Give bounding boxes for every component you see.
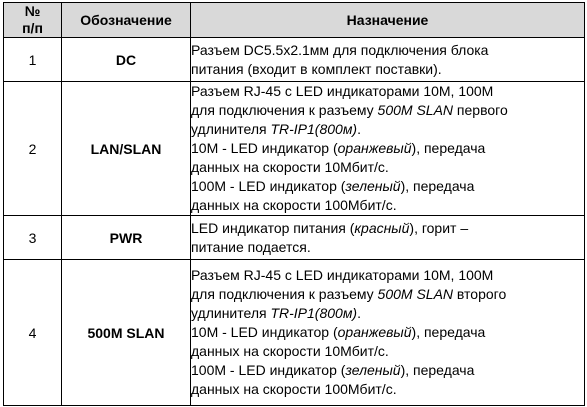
description-italic: зеленый [345, 178, 401, 194]
header-designation: Обозначение [62, 3, 191, 38]
description-italic: оранжевый [337, 324, 412, 340]
description-line: 100М - LED индикатор (зеленый), передача [191, 178, 475, 194]
description-line: для подключения к разъему 500M SLAN второго [191, 286, 507, 302]
description-line: Разъем RJ-45 с LED индикаторами 10M, 100M [191, 267, 494, 283]
description-line: питания (входит в комплект поставки). [191, 60, 442, 77]
description-italic: оранжевый [337, 140, 412, 156]
description-italic: TR-IP1(800м) [270, 305, 358, 321]
header-purpose: Назначение [191, 3, 585, 38]
description-italic: 500M SLAN [377, 286, 454, 302]
description-italic: красный [354, 219, 410, 236]
row-number: 4 [4, 260, 62, 406]
description-italic: TR-IP1(800м) [270, 121, 358, 137]
row-number: 1 [4, 38, 62, 82]
row-designation: 500M SLAN [62, 260, 191, 406]
description-line: 10М - LED индикатор (оранжевый), передача [191, 324, 486, 340]
row-number: 2 [4, 82, 62, 216]
description-line: данных на скорости 100Мбит/с. [191, 197, 397, 213]
description-line: 100М - LED индикатор (зеленый), передача [191, 362, 475, 378]
table-row [4, 216, 585, 260]
row-description [191, 38, 585, 82]
description-italic: 500M SLAN [377, 102, 454, 118]
description-line: удлинителя TR-IP1(800м). [191, 305, 361, 321]
row-description [191, 82, 585, 216]
header-number [4, 3, 62, 38]
description-line: для подключения к разъему 500M SLAN первого [191, 102, 508, 118]
header-number-line1: № [24, 3, 41, 19]
description-line: LED индикатор питания (красный), горит – [191, 219, 469, 236]
header-number-line2: п/п [22, 20, 43, 36]
description-line: данных на скорости 100Мбит/с. [191, 381, 397, 397]
table-row [4, 82, 585, 216]
connector-table [3, 2, 585, 406]
description-italic: зеленый [345, 362, 401, 378]
row-designation: LAN/SLAN [62, 82, 191, 216]
description-line: данных на скорости 10Мбит/с. [191, 343, 389, 359]
description-line: удлинителя TR-IP1(800м). [191, 121, 361, 137]
table-header-row [4, 3, 585, 38]
description-line: Разъем DC5.5x2.1мм для подключения блока [191, 41, 489, 58]
row-description [191, 260, 585, 406]
table-row [4, 260, 585, 406]
description-line: данных на скорости 10Мбит/с. [191, 159, 389, 175]
description-line: питание подается. [191, 238, 311, 255]
description-line: 10М - LED индикатор (оранжевый), передача [191, 140, 486, 156]
table-row [4, 38, 585, 82]
row-description [191, 216, 585, 260]
description-line: Разъем RJ-45 с LED индикаторами 10M, 100M [191, 83, 494, 99]
row-designation: DC [62, 38, 191, 82]
row-number: 3 [4, 216, 62, 260]
row-designation: PWR [62, 216, 191, 260]
